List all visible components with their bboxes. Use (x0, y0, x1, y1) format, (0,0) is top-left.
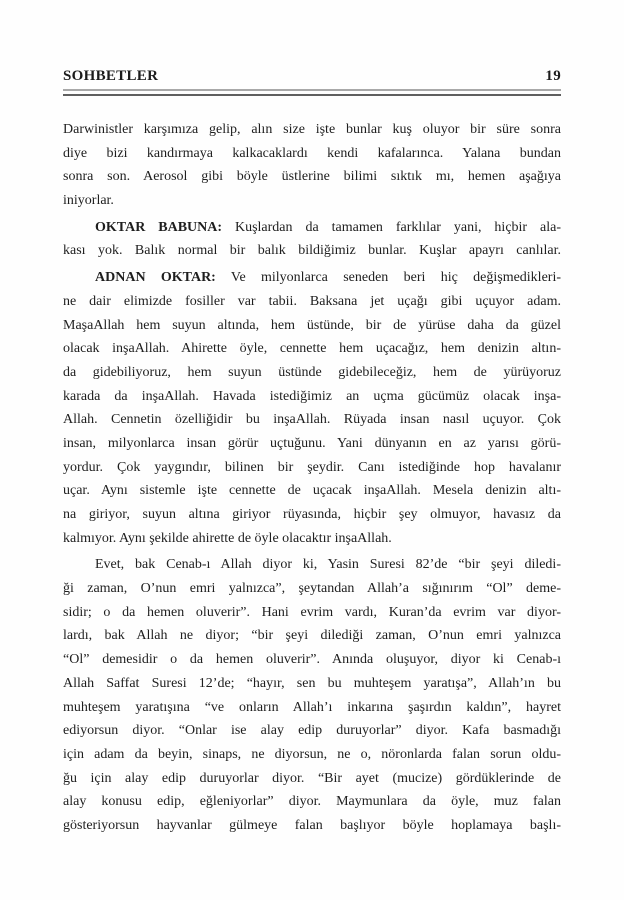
text-line: “Ol” demesidir o da hemen oluverir”. Anında oluşuyor, diyor ki Cenab-ı (63, 652, 561, 668)
text-line: olacak inşaAllah. Ahirette öyle, cennette hem uçacağız, hem denizin altın- (63, 341, 561, 357)
text-line: lardı, bak Allah ne diyor; “bir şeyi dilediği zaman, O’nun emri yalnızca (63, 628, 561, 644)
text-line: iniyorlar. (63, 193, 114, 209)
text-line: da gidebiliyoruz, hem suyun üstünde gidebileceğiz, hem de yürüyoruz (63, 364, 561, 380)
text-line: diye bizi kandırmaya kalkacaklardı kendi kafalarınca. Yalana bundan (63, 145, 561, 161)
text-line: karada da inşaAllah. Havada istediğimiz an uçma gücümüz olacak inşa- (63, 388, 561, 404)
text-line: kası yok. Balık normal bir balık bildiğimiz bunlar. Kuşlar apayrı canlılar. (63, 243, 561, 259)
paragraph (63, 118, 561, 213)
text-line: sidir; o da hemen oluverir”. Hani evrim vardı, Kuran’da evrim var diyor- (63, 604, 561, 620)
text-line: MaşaAllah hem suyun altında, hem üstünde, bir de yürüse daha da güzel (63, 317, 561, 333)
text-line: Darwinistler karşımıza gelip, alın size işte bunlar kuş oluyor bir süre sonra (63, 122, 561, 137)
text-line: ğu için alay edip duruyorlar diyor. “Bir ayet (mucize) gördüklerinde de (63, 770, 561, 786)
text-line: Allah Saffat Suresi 12’de; “hayır, sen bu muhteşem yaratışa”, Allah’ın bu (63, 675, 561, 691)
page-header (63, 68, 561, 85)
text-line: na giriyor, suyun altına giriyor rüyasında, hiçbir şey olmuyor, havasız da (63, 507, 561, 522)
text-line: Evet, bak Cenab-ı Allah diyor ki, Yasin Suresi 82’de “bir şeyi diledi- (95, 557, 561, 573)
header-rule (63, 89, 561, 96)
text-line: sonra son. Aerosol gibi böyle üstlerine bilimi sıktık mı, hemen aşağıya (63, 169, 561, 185)
text-line: uçar. Aynı sistemle işte cennette de uçacak inşaAllah. Mesela denizin altı- (63, 483, 561, 499)
text-line: gösteriyorsun hayvanlar gülmeye falan başlıyor böyle hoplamaya başlı- (63, 817, 561, 833)
paragraph (63, 266, 561, 550)
speaker-name: OKTAR BABUNA: (95, 219, 223, 235)
text-line: alay konusu edip, eğleniyorlar” diyor. Maymunlara da öyle, muz falan (63, 794, 561, 810)
running-head-title: SOHBETLER (63, 68, 159, 84)
paragraph (63, 216, 561, 263)
text-line: Allah. Cennetin özelliğidir bu inşaAllah. Rüyada insan nasıl uçuyor. Çok (63, 412, 561, 428)
body-text (63, 118, 561, 838)
text-line: kalmıyor. Aynı şekilde ahirette de öyle olacaktır inşaAllah. (63, 530, 392, 546)
text-line: ne dair elimizde fosiller var tabii. Baksana jet uçağı gibi uçuyor adam. (63, 293, 561, 309)
text-line: yordur. Çok yaygındır, bilinen bir şeydir. Canı istediğinde hop havalanır (63, 459, 561, 475)
page-number: 19 (545, 68, 561, 84)
text-line: muhteşem yaratışına “ve onların Allah’ı inkarına şaşırdın kaldın”, hayret (63, 699, 561, 715)
speaker-name: ADNAN OKTAR: (95, 270, 216, 286)
text-line: ği zaman, O’nun emri yalnızca”, şeytandan Allah’a sığınırım “Ol” deme- (63, 581, 561, 597)
text-line: OKTAR BABUNA: Kuşlardan da tamamen farklılar yani, hiçbir ala- (95, 219, 561, 235)
text-line: için adam da beyin, sinaps, ne diyorsun, ne o, nöronlarda falan sorun oldu- (63, 746, 561, 762)
paragraph (63, 553, 561, 837)
text-line: insan, milyonlarca insan görür uçtuğunu. Yani dünyanın en az yarısı görü- (63, 435, 561, 451)
text-line: ADNAN OKTAR: Ve milyonlarca seneden beri hiç değişmedikleri- (95, 270, 561, 286)
text-line: ediyorsun diyor. “Onlar ise alay edip duruyorlar” diyor. Kafa basmadığı (63, 723, 561, 739)
